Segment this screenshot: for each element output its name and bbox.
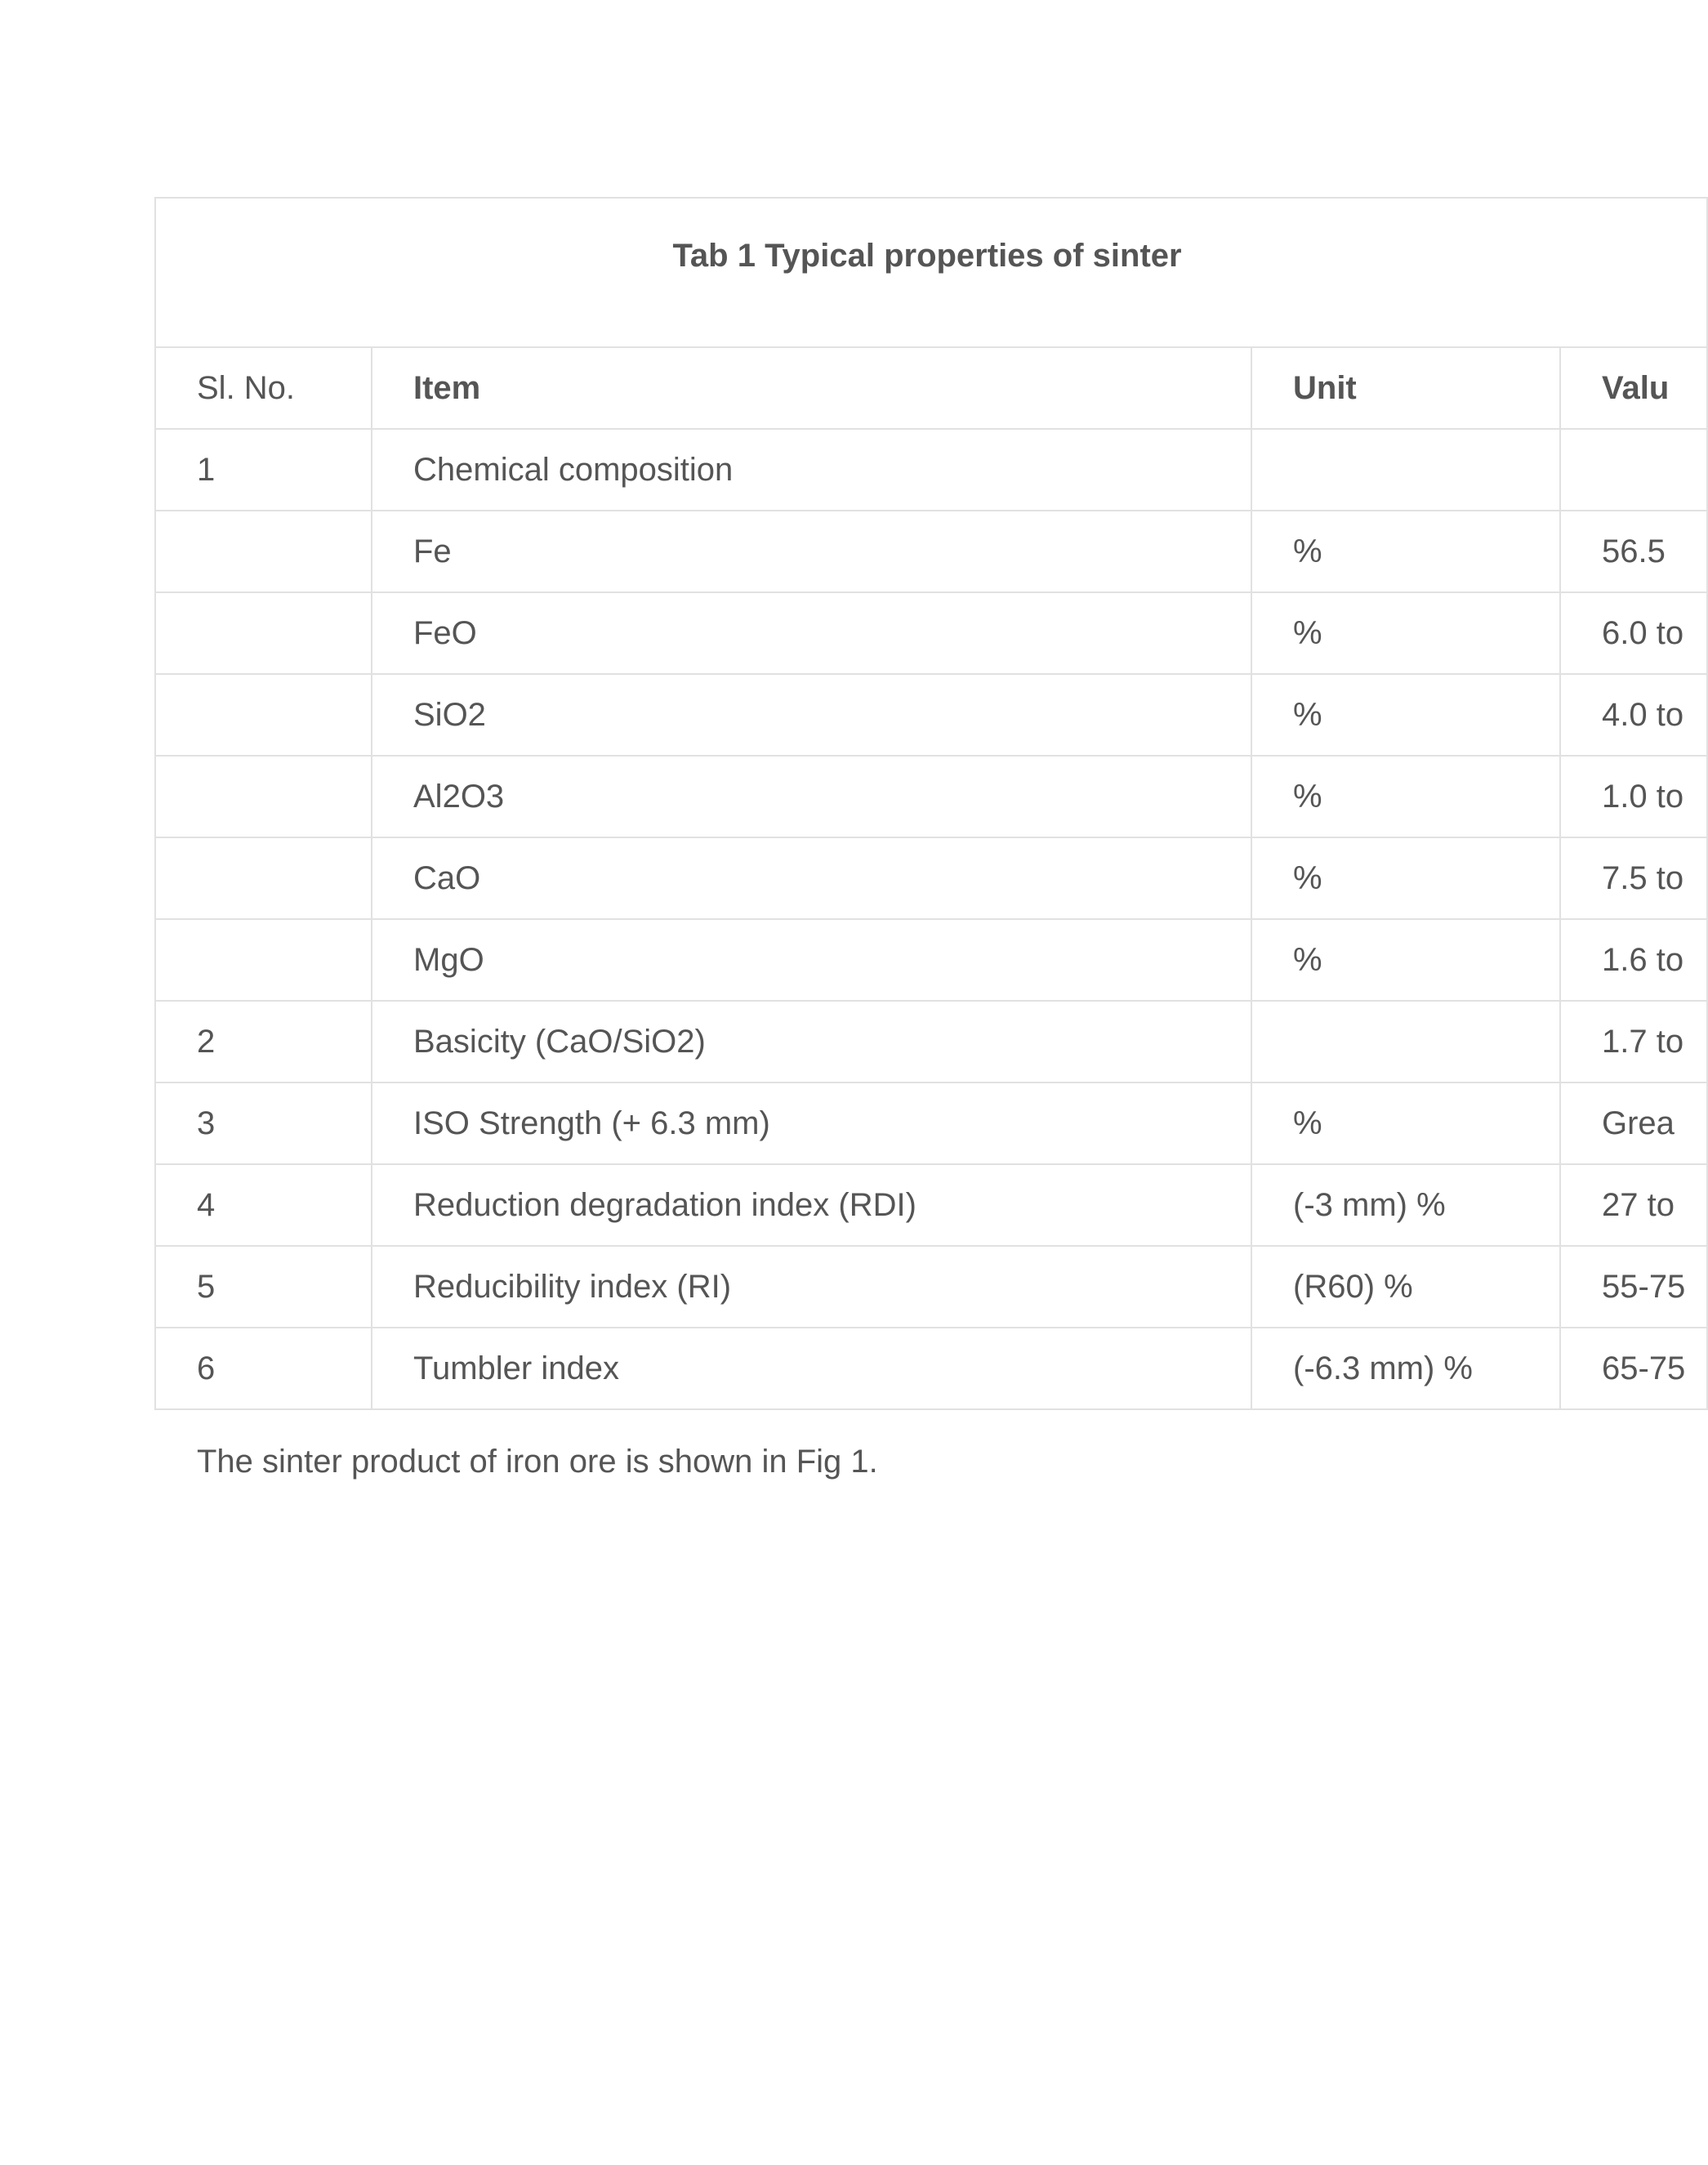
cell-value: Grea: [1560, 1082, 1707, 1164]
header-row: [155, 347, 1707, 429]
properties-table: [154, 197, 1708, 1410]
table-row: [155, 1082, 1707, 1164]
table-body: [155, 429, 1707, 1409]
cell-value: 56.5: [1560, 511, 1707, 592]
cell-item: ISO Strength (+ 6.3 mm): [372, 1082, 1251, 1164]
header-unit: Unit: [1251, 347, 1560, 429]
cell-value: 1.7 to: [1560, 1001, 1707, 1082]
header-value: Valu: [1560, 347, 1707, 429]
cell-unit: %: [1251, 674, 1560, 756]
cell-item: Fe: [372, 511, 1251, 592]
cell-unit: %: [1251, 756, 1560, 837]
cell-item: Reducibility index (RI): [372, 1246, 1251, 1328]
cell-value: 4.0 to: [1560, 674, 1707, 756]
table-row: [155, 1328, 1707, 1409]
cell-unit: (-3 mm) %: [1251, 1164, 1560, 1246]
cell-value: 65-75: [1560, 1328, 1707, 1409]
cell-sl-no: 4: [155, 1164, 372, 1246]
table-row: [155, 592, 1707, 674]
header-sl-no: Sl. No.: [155, 347, 372, 429]
cell-item: Al2O3: [372, 756, 1251, 837]
table-row: [155, 511, 1707, 592]
cell-unit: (R60) %: [1251, 1246, 1560, 1328]
cell-unit: %: [1251, 1082, 1560, 1164]
header-item: Item: [372, 347, 1251, 429]
cell-item: Chemical composition: [372, 429, 1251, 511]
cell-unit: [1251, 429, 1560, 511]
table-row: [155, 1001, 1707, 1082]
cell-sl-no: 5: [155, 1246, 372, 1328]
cell-sl-no: 6: [155, 1328, 372, 1409]
cell-item: CaO: [372, 837, 1251, 919]
footnote-text: The sinter product of iron ore is shown in Fig 1.: [197, 1444, 878, 1480]
cell-item: Reduction degradation index (RDI): [372, 1164, 1251, 1246]
cell-value: 1.0 to: [1560, 756, 1707, 837]
caption-row: [155, 198, 1707, 347]
cell-sl-no: [155, 592, 372, 674]
cell-value: [1560, 429, 1707, 511]
cell-item: Tumbler index: [372, 1328, 1251, 1409]
cell-item: Basicity (CaO/SiO2): [372, 1001, 1251, 1082]
cell-unit: %: [1251, 919, 1560, 1001]
table-row: [155, 837, 1707, 919]
cell-sl-no: 3: [155, 1082, 372, 1164]
cell-sl-no: [155, 919, 372, 1001]
cell-value: 1.6 to: [1560, 919, 1707, 1001]
cell-sl-no: [155, 511, 372, 592]
table-row: [155, 1246, 1707, 1328]
cell-sl-no: [155, 674, 372, 756]
cell-value: 7.5 to: [1560, 837, 1707, 919]
table-caption-cell: [155, 198, 1707, 347]
table-row: [155, 429, 1707, 511]
cell-unit: %: [1251, 511, 1560, 592]
table-row: [155, 756, 1707, 837]
cell-unit: %: [1251, 837, 1560, 919]
table-caption: Tab 1 Typical properties of sinter: [672, 238, 1182, 274]
cell-item: FeO: [372, 592, 1251, 674]
cell-item: SiO2: [372, 674, 1251, 756]
cell-value: 6.0 to: [1560, 592, 1707, 674]
cell-sl-no: 2: [155, 1001, 372, 1082]
cell-sl-no: 1: [155, 429, 372, 511]
table-row: [155, 1164, 1707, 1246]
cell-unit: [1251, 1001, 1560, 1082]
table-row: [155, 919, 1707, 1001]
cell-item: MgO: [372, 919, 1251, 1001]
cell-value: 27 to: [1560, 1164, 1707, 1246]
table-row: [155, 674, 1707, 756]
cell-sl-no: [155, 837, 372, 919]
cell-unit: %: [1251, 592, 1560, 674]
cell-sl-no: [155, 756, 372, 837]
cell-unit: (-6.3 mm) %: [1251, 1328, 1560, 1409]
cell-value: 55-75: [1560, 1246, 1707, 1328]
